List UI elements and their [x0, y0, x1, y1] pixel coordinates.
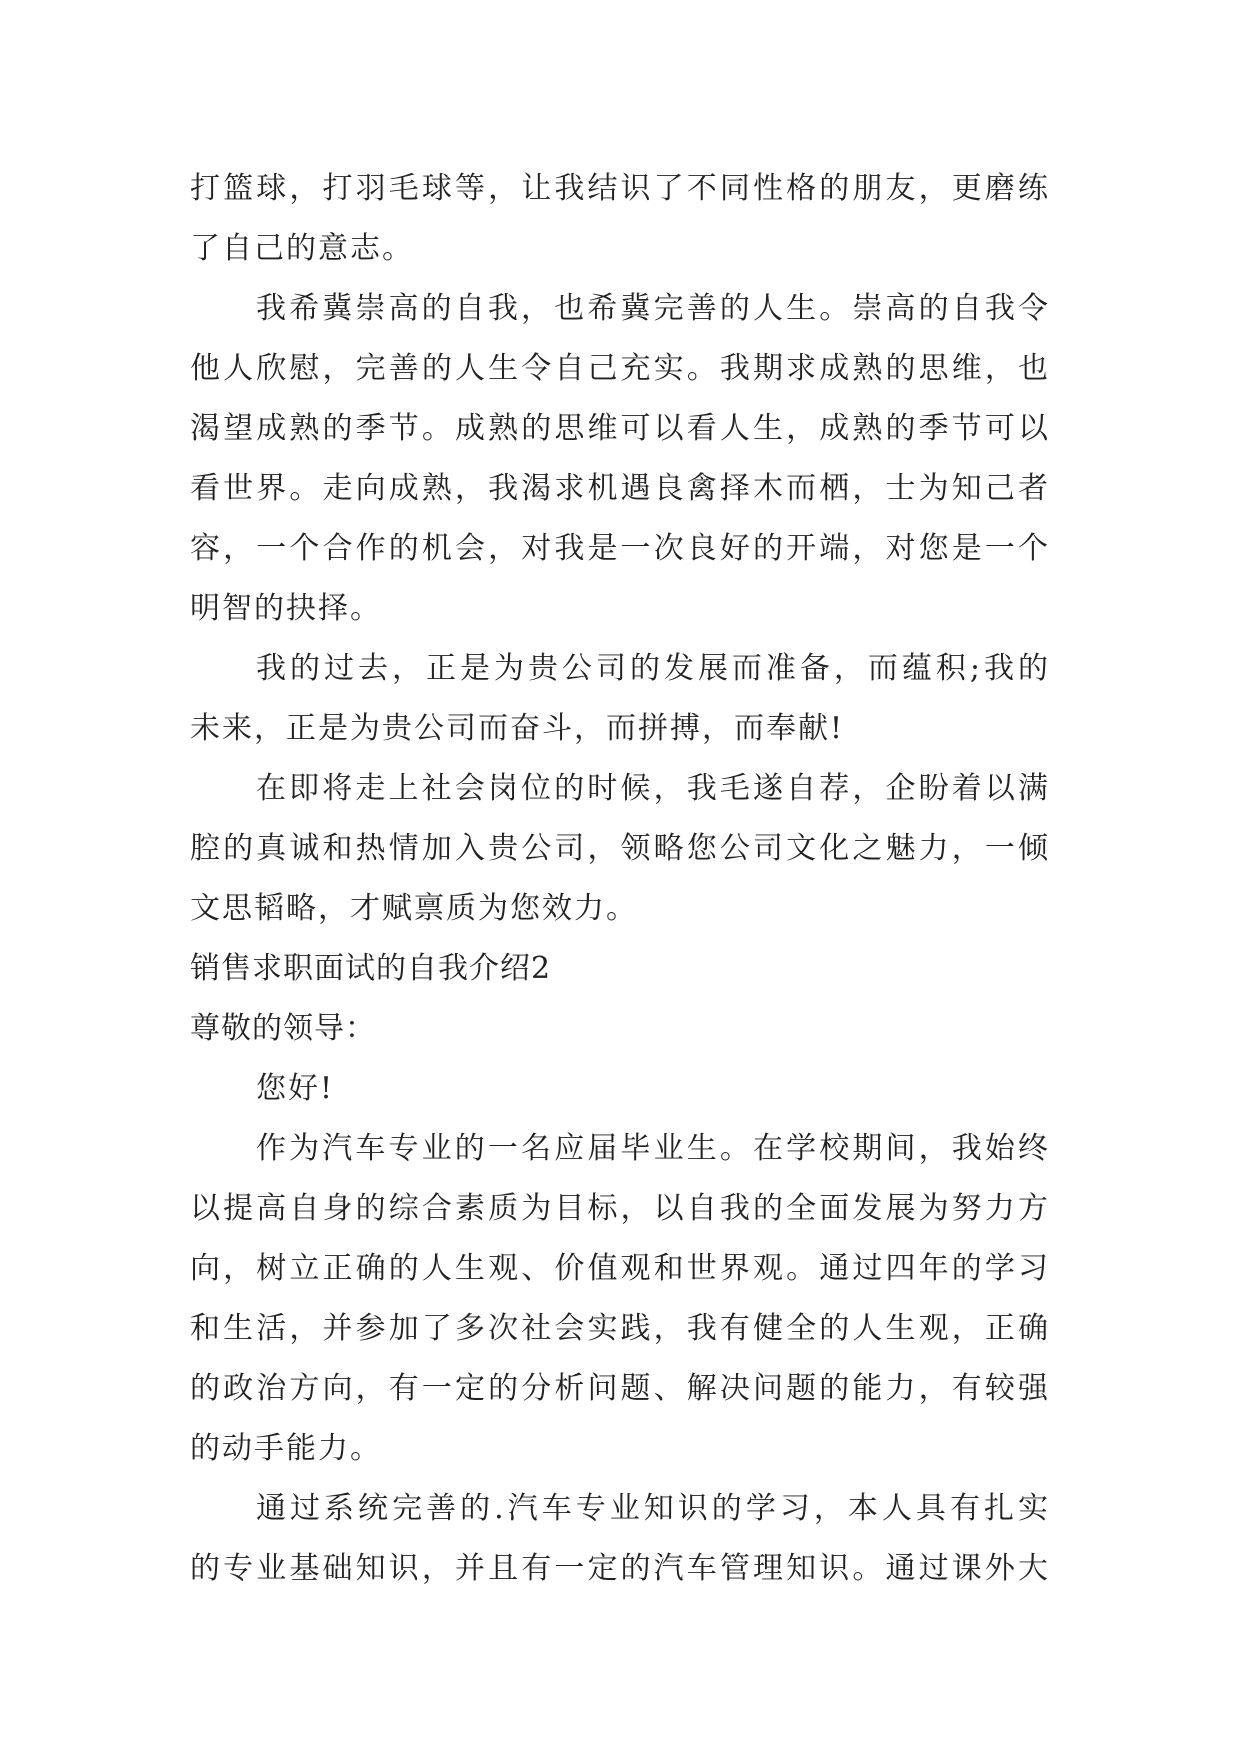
paragraph-line: 我希冀崇高的自我，也希冀完善的人生。崇高的自我令 — [256, 291, 1050, 326]
paragraph-line: 了自己的意志。 — [190, 231, 414, 266]
paragraph-line: 的专业基础知识，并且有一定的汽车管理知识。通过课外大 — [190, 1551, 1050, 1586]
paragraph-line: 和生活，并参加了多次社会实践，我有健全的人生观，正确 — [190, 1311, 1050, 1346]
paragraph-line: 的政治方向，有一定的分析问题、解决问题的能力，有较强 — [190, 1371, 1050, 1406]
paragraph-line: 看世界。走向成熟，我渴求机遇良禽择木而栖，士为知己者 — [190, 471, 1050, 506]
paragraph-line: 容，一个合作的机会，对我是一次良好的开端，对您是一个 — [190, 531, 1050, 566]
paragraph-line: 明智的抉择。 — [190, 591, 382, 626]
paragraph-line: 您好! — [256, 1071, 335, 1106]
paragraph-line: 我的过去，正是为贵公司的发展而准备，而蕴积;我的 — [256, 651, 1050, 686]
paragraph-line: 的动手能力。 — [190, 1431, 382, 1466]
paragraph-line: 打篮球，打羽毛球等，让我结识了不同性格的朋友，更磨练 — [190, 171, 1050, 206]
paragraph-line: 未来，正是为贵公司而奋斗，而拼搏，而奉献! — [190, 711, 845, 746]
paragraph-line: 作为汽车专业的一名应届毕业生。在学校期间，我始终 — [256, 1131, 1050, 1166]
paragraph-line: 在即将走上社会岗位的时候，我毛遂自荐，企盼着以满 — [256, 771, 1050, 806]
paragraph-line: 渴望成熟的季节。成熟的思维可以看人生，成熟的季节可以 — [190, 411, 1050, 446]
paragraph-line: 向，树立正确的人生观、价值观和世界观。通过四年的学习 — [190, 1251, 1050, 1286]
paragraph-line: 以提高自身的综合素质为目标，以自我的全面发展为努力方 — [190, 1191, 1050, 1226]
document-body — [190, 159, 1050, 1599]
paragraph-line: 通过系统完善的.汽车专业知识的学习，本人具有扎实 — [256, 1491, 1050, 1526]
section-heading-line: 尊敬的领导： — [190, 1011, 376, 1046]
paragraph-line: 腔的真诚和热情加入贵公司，领略您公司文化之魅力，一倾 — [190, 831, 1050, 866]
section-heading-line: 销售求职面试的自我介绍2 — [190, 951, 552, 986]
paragraph-line: 文思韬略，才赋禀质为您效力。 — [190, 891, 638, 926]
paragraph-line: 他人欣慰，完善的人生令自己充实。我期求成熟的思维，也 — [190, 351, 1050, 386]
